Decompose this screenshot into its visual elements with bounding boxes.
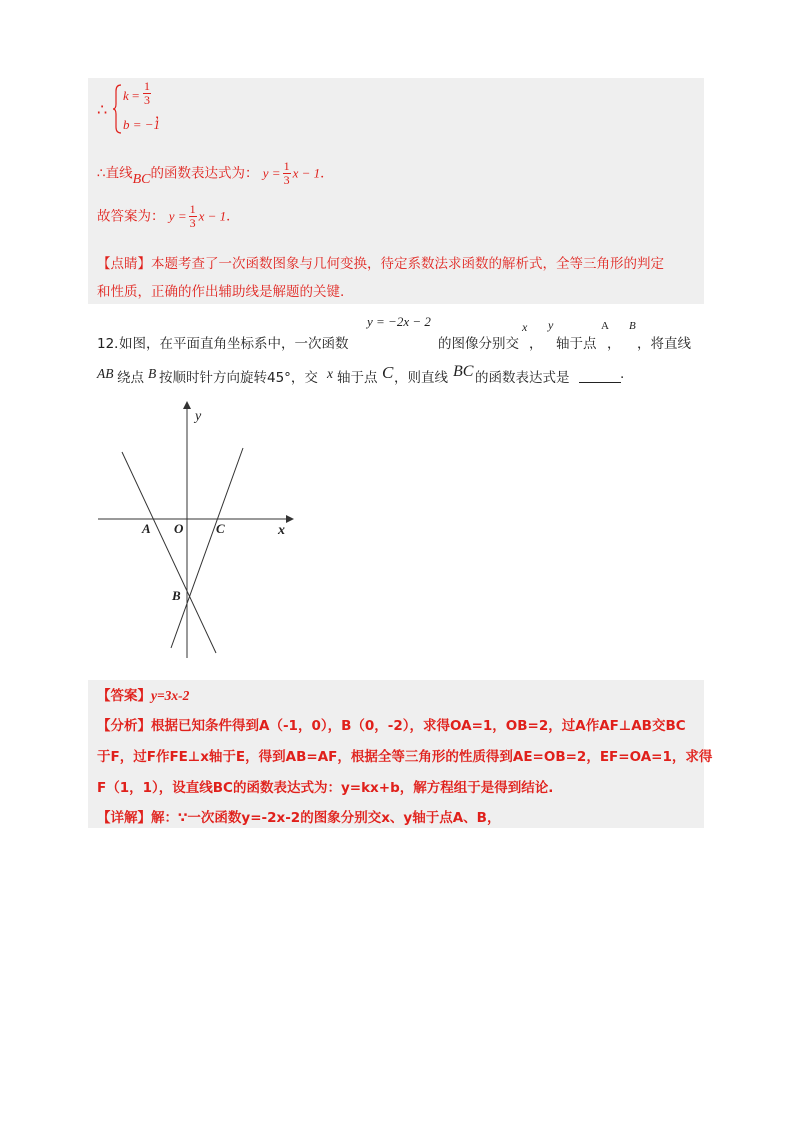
- q2-x: x: [327, 366, 333, 381]
- question-text-3: 轴于点: [556, 336, 597, 352]
- question-point-A: A: [601, 320, 609, 332]
- comment-line-1: [97, 252, 664, 272]
- answer-value: y=3x-2: [151, 688, 190, 703]
- question-comma-2: ，: [607, 336, 621, 352]
- question-number: 12．: [97, 336, 128, 352]
- line-bc-tail: x − 1: [292, 165, 321, 181]
- line-bc-name: BC: [132, 171, 151, 187]
- answer-den: 3: [189, 216, 196, 230]
- analysis-text-1: 根据已知条件得到A（-1，0），B（0，-2），求得OA=1，OB=2，过A作AF⊥AB交BC: [151, 718, 686, 734]
- line-bc-y: y =: [262, 165, 281, 181]
- question-comma-1: ，: [529, 336, 543, 352]
- q2-AB: AB: [97, 366, 114, 381]
- analysis-row-1: [97, 714, 686, 734]
- q2-B: B: [148, 366, 157, 381]
- answer-prefix: 故答案为：: [97, 208, 165, 225]
- sys-k-den: 3: [144, 93, 150, 107]
- answer-num: 1: [189, 202, 196, 216]
- analysis-row-2: [97, 745, 712, 765]
- question-y: y: [548, 318, 554, 332]
- analysis-tag: 【分析】: [97, 718, 151, 734]
- q2-text-2: 按顺时针方向旋转45°，交: [159, 370, 318, 386]
- line-ab: [122, 452, 216, 653]
- comment-text-1: 本题考查了一次函数图象与几何变换，待定系数法求函数的解析式，全等三角形的判定: [151, 256, 664, 272]
- left-brace: [113, 84, 123, 134]
- answer-end: ．: [226, 208, 240, 225]
- comment-text-2: 和性质，正确的作出辅助线是解题的关键.: [97, 284, 345, 300]
- line-bc-end: ．: [320, 165, 334, 182]
- detail-tag: 【详解】: [97, 810, 151, 826]
- label-B: B: [172, 588, 181, 603]
- line-bc: [171, 448, 243, 648]
- sys-k-num: 1: [144, 79, 150, 93]
- label-O: O: [174, 521, 184, 536]
- answer-blank: [579, 368, 621, 383]
- sys-b: b = −1: [123, 117, 161, 132]
- sys-eq: =: [132, 88, 140, 103]
- answer-y: y =: [168, 208, 187, 224]
- comment-line-2: [97, 280, 344, 300]
- answer-tag: 【答案】: [97, 688, 151, 704]
- line-bc-mid: 的函数表达式为：: [150, 165, 259, 182]
- q2-text-4: ，则直线: [394, 370, 448, 386]
- therefore-symbol: ∴: [97, 100, 108, 119]
- label-A: A: [142, 521, 151, 536]
- detail-text: 解：∵一次函数y=-2x-2的图象分别交x、y轴于点A、B，: [151, 810, 501, 826]
- q2-text-1: 绕点: [117, 370, 144, 386]
- comment-tag: 【点睛】: [97, 256, 151, 272]
- q2-text-5: 的函数表达式是: [475, 370, 570, 386]
- label-y: y: [195, 409, 202, 424]
- question-point-B: B: [629, 320, 636, 332]
- question-function: y = −2x − 2: [367, 314, 431, 329]
- q2-BC: BC: [453, 363, 474, 380]
- answer-tail: x − 1: [198, 208, 227, 224]
- sys-comma: ，: [155, 106, 169, 122]
- analysis-row-3: [97, 776, 553, 796]
- q2-C: C: [382, 363, 394, 382]
- question-text-4: ，将直线: [637, 336, 691, 352]
- line-bc-expression: [97, 160, 334, 187]
- label-x: x: [278, 523, 285, 538]
- q2-text-3: 轴于点: [337, 370, 378, 386]
- coordinate-figure: [95, 400, 295, 660]
- line-bc-den: 3: [283, 173, 290, 187]
- question-x: x: [522, 320, 528, 334]
- q2-end: .: [620, 366, 625, 382]
- answer-row: [97, 684, 189, 704]
- analysis-text-2: 于F，过F作FE⊥x轴于E，得到AB=AF，根据全等三角形的性质得到AE=OB=2，EF=OA=1，求得: [97, 749, 713, 765]
- detail-row: [97, 806, 500, 826]
- answer-line: [97, 203, 240, 230]
- line-bc-num: 1: [283, 159, 290, 173]
- question-text-1: 如图，在平面直角坐标系中，一次函数: [119, 336, 349, 352]
- question-text-2: 的图像分别交: [438, 336, 519, 352]
- label-C: C: [216, 521, 225, 536]
- sys-k: k: [123, 88, 129, 103]
- analysis-text-3: F（1，1），设直线BC的函数表达式为：y=kx+b，解方程组于是得到结论.: [97, 780, 554, 796]
- line-bc-prefix: ∴直线: [97, 165, 133, 182]
